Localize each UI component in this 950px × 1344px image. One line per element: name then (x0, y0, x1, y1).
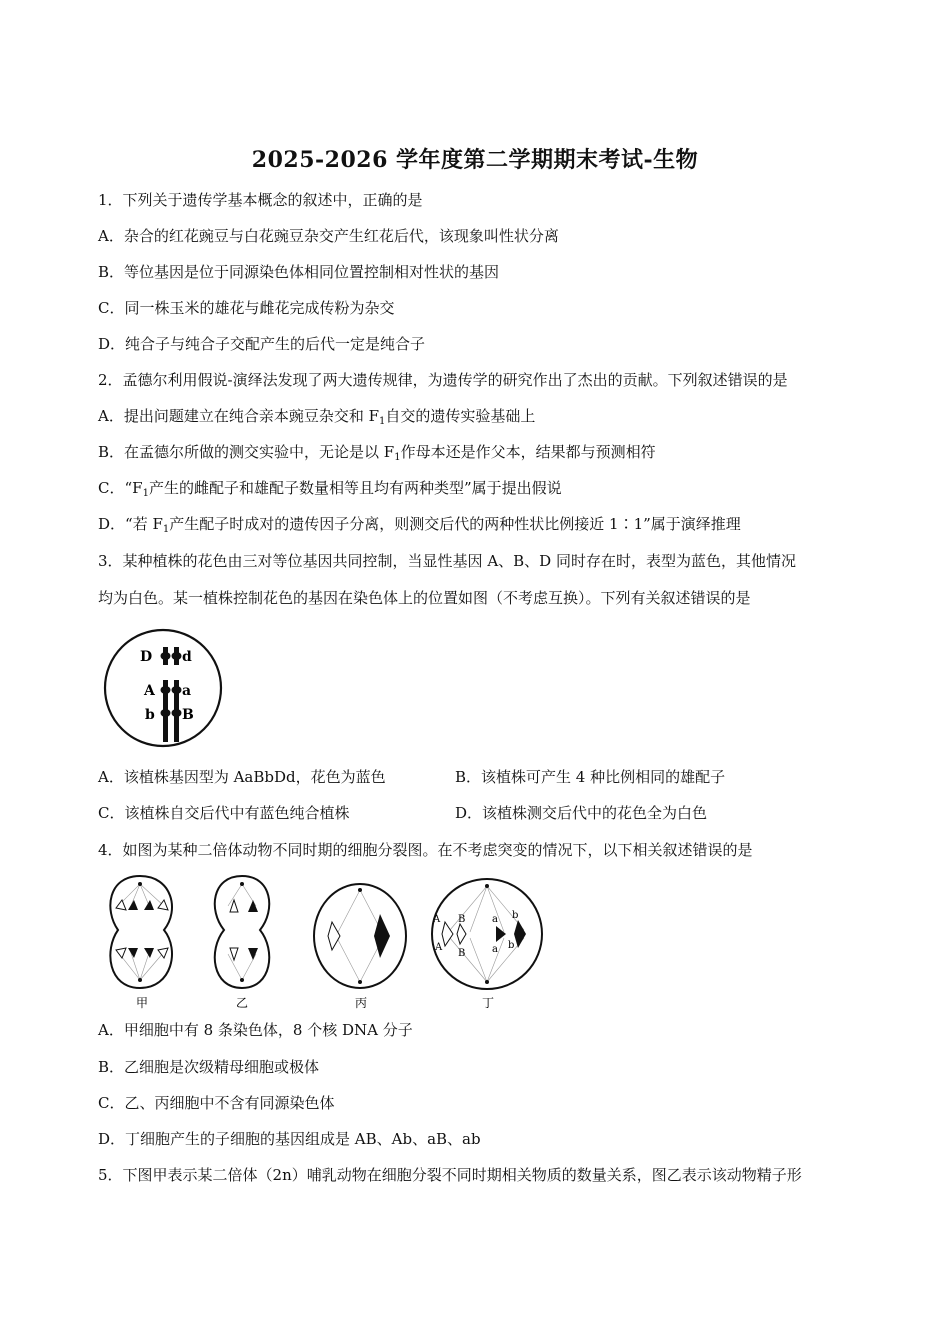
cell-bing (314, 884, 406, 988)
q4-option-b: B．乙细胞是次级精母细胞或极体 (98, 1058, 320, 1076)
ding-label-A2: A (435, 942, 443, 953)
ding-label-A1: A (433, 914, 441, 925)
q3-chromosome-figure (100, 625, 226, 751)
cell-jia (110, 876, 172, 988)
q1-stem: 1．下列关于遗传学基本概念的叙述中，正确的是 (98, 191, 423, 209)
page-title: 2025-2026 学年度第二学期期末考试-生物 (251, 147, 699, 173)
q1-option-b: B．等位基因是位于同源染色体相同位置控制相对性状的基因 (98, 263, 500, 281)
ding-label-B2: B (458, 948, 466, 959)
q3-option-c: C．该植株自交后代中有蓝色纯合植株 (98, 804, 350, 822)
gene-label-b: b (145, 707, 155, 723)
q4-option-a: A．甲细胞中有 8 条染色体，8 个核 DNA 分子 (98, 1021, 413, 1039)
q4-option-c: C．乙、丙细胞中不含有同源染色体 (98, 1094, 335, 1112)
gene-label-D: D (140, 649, 153, 665)
q3-stem-line2: 均为白色。某一植株控制花色的基因在染色体上的位置如图（不考虑互换）。下列有关叙述错误的是 (98, 589, 751, 607)
q1-option-a: A．杂合的红花豌豆与白花豌豆杂交产生红花后代，该现象叫性状分离 (98, 227, 559, 245)
ding-label-b1: b (512, 910, 519, 921)
gene-label-A: A (144, 683, 155, 699)
gene-label-B: B (182, 707, 194, 723)
q2-option-b: B．在孟德尔所做的测交实验中，无论是以 $F_1$作母本还是作父本，结果都与预测相符 (98, 443, 656, 463)
caption-bing: 丙 (355, 996, 368, 1010)
ding-label-a1: a (492, 914, 498, 925)
q2-option-a: A．提出问题建立在纯合亲本豌豆杂交和 $F_1$自交的遗传实验基础上 (98, 407, 536, 427)
q3-stem-line1: 3．某种植株的花色由三对等位基因共同控制，当显性基因 A、B、D 同时存在时，表型为蓝色，其他情况 (98, 552, 796, 570)
q4-cell-division-figure (100, 870, 550, 1012)
caption-yi: 乙 (236, 996, 249, 1010)
q3-option-d: D．该植株测交后代中的花色全为白色 (455, 804, 708, 822)
q3-option-a: A．该植株基因型为 AaBbDd，花色为蓝色 (98, 768, 386, 786)
ding-label-a2: a (492, 944, 498, 955)
gene-label-a: a (182, 683, 192, 699)
q2-option-d: D．“若 $F_1$产生配子时成对的遗传因子分离，则测交后代的两种性状比例接近 1∶1”属于演绎推理 (98, 515, 741, 535)
q4-option-d: D．丁细胞产生的子细胞的基因组成是 AB、Ab、aB、ab (98, 1130, 481, 1148)
ding-label-b2: b (508, 940, 515, 951)
gene-label-d: d (182, 649, 192, 665)
q1-option-c: C．同一株玉米的雄花与雌花完成传粉为杂交 (98, 299, 395, 317)
cell-yi (215, 876, 269, 988)
q1-option-d: D．纯合子与纯合子交配产生的后代一定是纯合子 (98, 335, 426, 353)
q4-stem: 4．如图为某种二倍体动物不同时期的细胞分裂图。在不考虑突变的情况下，以下相关叙述错误的是 (98, 841, 753, 859)
caption-ding: 丁 (482, 996, 495, 1010)
q2-option-c: C．“$F_1$产生的雌配子和雄配子数量相等且均有两种类型”属于提出假说 (98, 479, 562, 499)
q3-option-b: B．该植株可产生 4 种比例相同的雄配子 (455, 768, 726, 786)
ding-label-B1: B (458, 914, 466, 925)
q2-stem: 2．孟德尔利用假说-演绎法发现了两大遗传规律，为遗传学的研究作出了杰出的贡献。下列叙述错误的是 (98, 371, 788, 389)
cell-ding (432, 879, 542, 989)
caption-jia: 甲 (136, 996, 149, 1010)
q5-stem: 5．下图甲表示某二倍体（2n）哺乳动物在细胞分裂不同时期相关物质的数量关系，图乙表示该动物精子形 (98, 1166, 802, 1184)
